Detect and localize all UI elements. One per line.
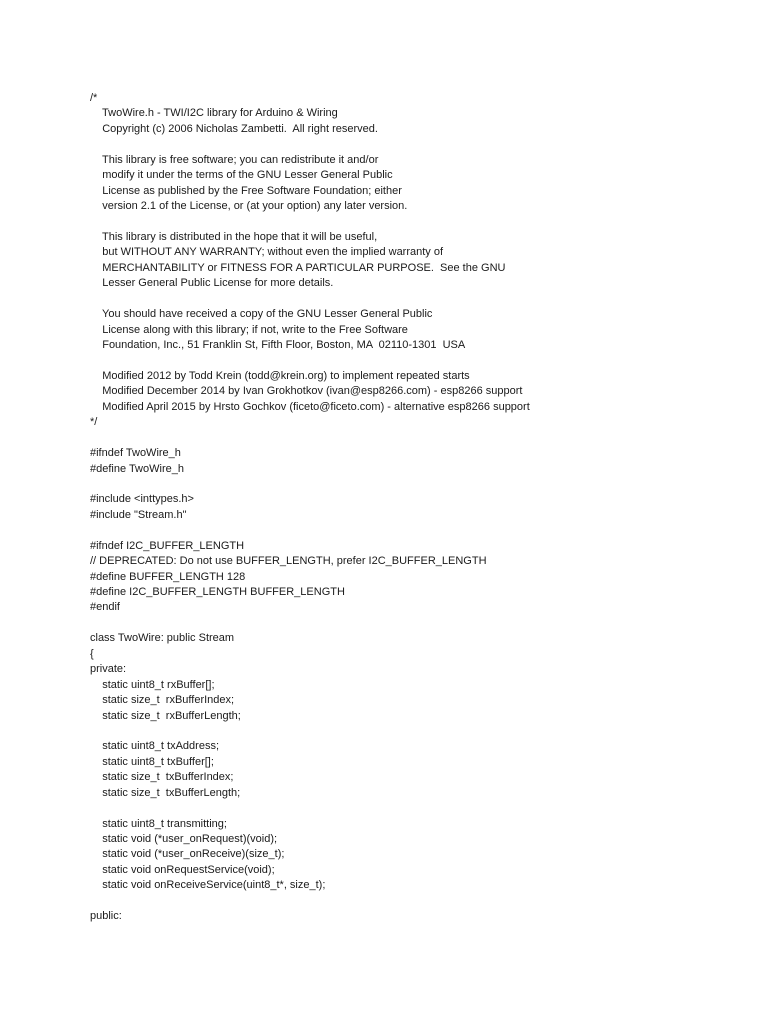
code-line: Modified April 2015 by Hrsto Gochkov (ficeto@ficeto.com) - alternative esp8266 support	[90, 400, 530, 413]
code-line: static uint8_t txAddress;	[90, 740, 220, 753]
code-line	[90, 477, 750, 492]
code-line: static void onRequestService(void);	[90, 863, 275, 876]
code-listing	[90, 91, 750, 925]
code-line: #define I2C_BUFFER_LENGTH BUFFER_LENGTH	[90, 586, 345, 598]
code-line	[90, 431, 750, 446]
code-line: Modified December 2014 by Ivan Grokhotkov (ivan@esp8266.com) - esp8266 support	[90, 385, 523, 398]
code-line: private:	[90, 663, 127, 676]
code-line	[90, 724, 750, 739]
code-line: static void onReceiveService(uint8_t*, size_t);	[90, 879, 326, 892]
code-line: {	[90, 647, 94, 660]
code-line: static size_t txBufferIndex;	[90, 771, 234, 784]
code-line	[90, 801, 750, 816]
code-line: MERCHANTABILITY or FITNESS FOR A PARTICULAR PURPOSE. See the GNU	[90, 261, 506, 274]
code-line: #endif	[90, 601, 120, 614]
code-line: static size_t rxBufferLength;	[90, 709, 241, 722]
code-line: class TwoWire: public Stream	[90, 632, 235, 645]
code-line: TwoWire.h - TWI/I2C library for Arduino & Wiring	[90, 107, 338, 120]
code-line: #define TwoWire_h	[90, 462, 184, 475]
code-line	[90, 215, 750, 230]
code-line: static void (*user_onReceive)(size_t);	[90, 848, 285, 861]
code-line: static size_t rxBufferIndex;	[90, 694, 235, 707]
code-line: public:	[90, 910, 122, 923]
code-line: static void (*user_onRequest)(void);	[90, 833, 278, 845]
code-line: modify it under the terms of the GNU Lesser General Public	[90, 169, 393, 182]
code-line: /*	[90, 92, 98, 104]
code-line: Copyright (c) 2006 Nicholas Zambetti. All right reserved.	[90, 122, 378, 135]
code-line: but WITHOUT ANY WARRANTY; without even the implied warranty of	[90, 246, 444, 259]
code-line: You should have received a copy of the GNU Lesser General Public	[90, 308, 433, 321]
code-line: License as published by the Free Software Foundation; either	[90, 184, 402, 197]
code-line: #ifndef TwoWire_h	[90, 447, 181, 460]
code-line: #ifndef I2C_BUFFER_LENGTH	[90, 539, 245, 552]
code-line: #include "Stream.h"	[90, 508, 187, 521]
code-line: */	[90, 416, 98, 429]
code-line	[90, 353, 750, 368]
code-line: This library is free software; you can redistribute it and/or	[90, 153, 379, 166]
code-line: #define BUFFER_LENGTH 128	[90, 570, 246, 583]
code-line: Modified 2012 by Todd Krein (todd@krein.org) to implement repeated starts	[90, 369, 470, 382]
code-line: static size_t txBufferLength;	[90, 786, 241, 799]
code-line	[90, 894, 750, 909]
code-line: static uint8_t txBuffer[];	[90, 755, 214, 768]
code-line: static uint8_t rxBuffer[];	[90, 678, 215, 691]
code-line: version 2.1 of the License, or (at your option) any later version.	[90, 200, 408, 213]
code-line	[90, 523, 750, 538]
code-line: static uint8_t transmitting;	[90, 817, 227, 830]
code-line: #include <inttypes.h>	[90, 493, 194, 506]
code-line: License along with this library; if not, write to the Free Software	[90, 323, 408, 336]
code-line	[90, 292, 750, 307]
code-line: This library is distributed in the hope that it will be useful,	[90, 230, 378, 243]
code-line	[90, 616, 750, 631]
code-line	[90, 137, 750, 152]
code-line: // DEPRECATED: Do not use BUFFER_LENGTH, prefer I2C_BUFFER_LENGTH	[90, 555, 487, 568]
code-line: Lesser General Public License for more details.	[90, 277, 334, 290]
code-line: Foundation, Inc., 51 Franklin St, Fifth Floor, Boston, MA 02110-1301 USA	[90, 339, 466, 351]
